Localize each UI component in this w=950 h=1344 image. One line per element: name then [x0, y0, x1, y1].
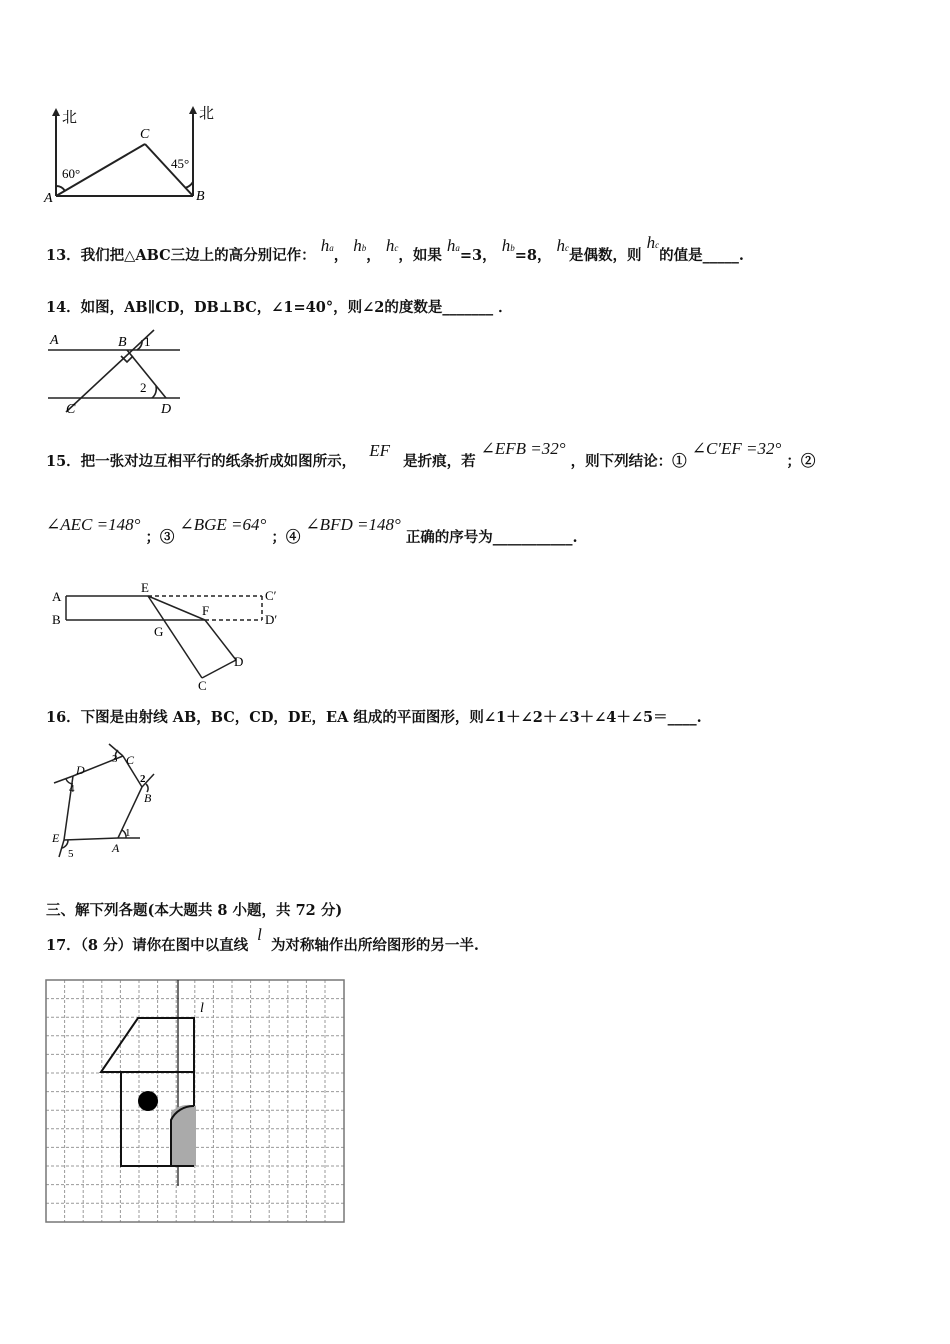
- q15-label-c: C: [198, 678, 207, 692]
- north-label-right: 北: [199, 106, 215, 122]
- q15-angle-bge: ∠BGE =64°: [179, 515, 267, 534]
- question-17: [46, 925, 479, 955]
- question-16: 16．下图是由射线 AB，BC，CD，DE，EA 组成的平面图形，则∠1＋∠2＋∠3＋∠4＋∠5＝____.: [46, 709, 702, 726]
- question-15-line-2: [46, 515, 578, 547]
- q15-angle-cef: ∠C′EF =32°: [691, 439, 782, 458]
- q15-angle-aec: ∠AEC =148°: [46, 515, 141, 534]
- q17-line-l: l: [257, 925, 262, 944]
- q14-label-2: 2: [140, 380, 147, 395]
- q13-hb: hb: [353, 236, 367, 255]
- q15-label-g: G: [154, 624, 164, 639]
- q15-text-3: ，则下列结论：①: [570, 453, 687, 470]
- q17-text-2: 为对称轴作出所给图形的另一半.: [270, 937, 479, 954]
- q14-label-d: D: [161, 402, 172, 417]
- q13-hb-2: hb: [501, 236, 515, 255]
- q15-label-b: B: [52, 612, 61, 627]
- question-13: [46, 233, 744, 265]
- q15-figure: [40, 580, 300, 692]
- q13-text-4: 的值是_____.: [659, 247, 744, 264]
- q15-text-4: ；②: [786, 453, 816, 470]
- q13-hc: hc: [385, 236, 399, 255]
- q15-label-c-prime: C′: [265, 588, 277, 603]
- q14-label-a: A: [50, 333, 59, 348]
- q13-text-2: ，如果: [398, 247, 442, 264]
- q16-label-e: E: [52, 831, 60, 845]
- q13-eq-a: =3，: [459, 247, 497, 264]
- section-3-heading: 三、解下列各题(本大题共 8 小题，共 72 分): [46, 902, 343, 919]
- q14-label-c: C: [66, 402, 76, 417]
- point-c: C: [140, 127, 150, 142]
- q13-text-3: 是偶数，则: [569, 247, 642, 264]
- q14-label-1: 1: [144, 334, 151, 349]
- q16-label-1: 1: [125, 827, 131, 839]
- q15-angle-bfd: ∠BFD =148°: [305, 515, 401, 534]
- q13-text-1: 13．我们把△ABC三边上的高分别记作：: [46, 247, 316, 264]
- q15-label-d-prime: D′: [265, 612, 278, 627]
- q16-label-b: B: [144, 791, 152, 805]
- q13-ha: ha: [320, 236, 334, 255]
- q13-ha-2: ha: [446, 236, 460, 255]
- q15-label-f: F: [202, 603, 210, 618]
- q17-grid-label-l: l: [200, 1001, 204, 1016]
- q15-text-6: ；④: [271, 529, 301, 546]
- q15-text-5: ；③: [145, 529, 175, 546]
- angle-45: 45°: [171, 156, 190, 171]
- q14-figure: [40, 326, 190, 418]
- q15-label-e: E: [141, 580, 149, 595]
- q17-grid-figure: [44, 978, 348, 1226]
- q13-sep-1: ，: [333, 247, 349, 264]
- q13-hc-3: hc: [646, 233, 660, 252]
- q13-eq-b: =8，: [514, 247, 552, 264]
- q15-text-1: 15．把一张对边互相平行的纸条折成如图所示，: [46, 453, 357, 470]
- point-a: A: [44, 191, 53, 206]
- q16-label-a: A: [112, 841, 120, 855]
- q16-figure: [46, 740, 166, 862]
- q15-label-d: D: [234, 654, 244, 669]
- point-b: B: [196, 189, 205, 204]
- q15-text-2: 是折痕，若: [403, 453, 476, 470]
- q16-label-c: C: [126, 753, 135, 767]
- bearing-figure: [40, 100, 230, 210]
- q16-label-d: D: [76, 763, 85, 777]
- q16-label-3: 3: [112, 753, 118, 765]
- q15-ef: EF: [369, 441, 391, 460]
- question-14: 14．如图，AB∥CD，DB⊥BC，∠1=40°，则∠2的度数是_______ ．: [46, 299, 513, 316]
- q16-label-2: 2: [140, 773, 146, 785]
- q17-text-1: 17．（8 分）请你在图中以直线: [46, 937, 249, 954]
- q14-label-b: B: [118, 335, 127, 350]
- q16-label-5: 5: [68, 848, 74, 860]
- question-15-line-1: [46, 439, 816, 471]
- north-label-left: 北: [62, 110, 78, 126]
- q13-hc-2: hc: [556, 236, 570, 255]
- q13-sep-2: ，: [366, 247, 381, 264]
- angle-60: 60°: [62, 166, 81, 181]
- q15-angle-efb: ∠EFB =32°: [480, 439, 566, 458]
- q15-label-a: A: [52, 589, 62, 604]
- q15-text-7: 正确的序号为___________.: [405, 529, 578, 546]
- q16-label-4: 4: [69, 783, 75, 795]
